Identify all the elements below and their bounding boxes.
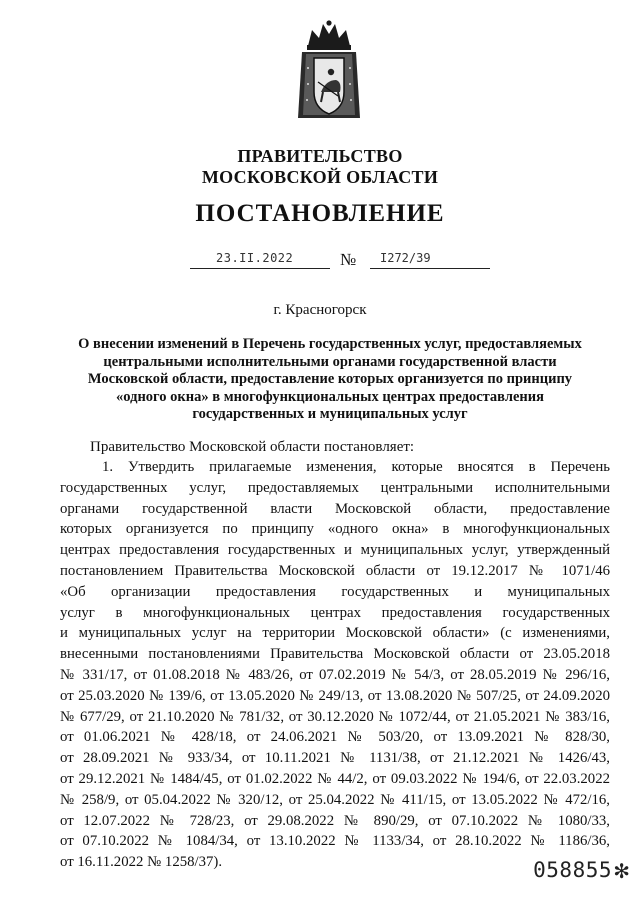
body-line: от 29.12.2021 № 1484/45, от 01.02.2022 № 44/2, от 09.03.2022 № 194/6, от 22.03.2022 <box>60 770 610 787</box>
title-line: Московской области, предоставление которых организуется по принципу <box>87 371 573 387</box>
body-line: внесенными постановлениями Правительства Московской области от 23.05.2018 <box>60 646 610 663</box>
body-line: от 01.06.2021 № 428/18, от 24.06.2021 № 503/20, от 13.09.2021 № 828/30, <box>60 729 610 746</box>
intro-paragraph: Правительство Московской области постановляет: <box>90 439 415 455</box>
number-underline <box>370 268 490 269</box>
coat-of-arms-emblem <box>296 18 362 122</box>
body-line: от 12.07.2022 № 728/23, от 29.08.2022 № 890/29, от 07.10.2022 № 1080/33, <box>60 812 610 829</box>
body-line: 1. Утвердить прилагаемые изменения, которые вносятся в Перечень <box>102 459 610 475</box>
number-sign: № <box>340 250 357 269</box>
title-line: центральными исполнительными органами государственной власти <box>103 353 557 370</box>
date-underline <box>190 268 330 269</box>
registration-line <box>190 251 490 271</box>
body-line: от 16.11.2022 № 1258/37). <box>60 854 223 871</box>
body-line: органами государственной власти Московской области, предоставление <box>60 500 610 517</box>
body-line: № 331/17, от 01.08.2018 № 483/26, от 07.02.2019 № 54/3, от 28.05.2019 № 296/16, <box>60 666 610 683</box>
body-line: № 677/29, от 21.10.2020 № 781/32, от 30.12.2020 № 1072/44, от 21.05.2021 № 383/16, <box>60 708 610 725</box>
body-line: и муниципальных услуг на территории Московской области» (с изменениями, <box>60 625 610 642</box>
document-number: I272/39 <box>380 251 431 265</box>
body-line: от 28.09.2021 № 933/34, от 10.11.2021 № 1131/38, от 21.12.2021 № 1426/43, <box>60 750 610 767</box>
body-line: которых организуется по принципу «одного окна» в многофункциональных <box>60 521 610 538</box>
body-line: центрах предоставления государственных и муниципальных услуг, утвержденный <box>60 542 610 559</box>
serial-number: 058855 <box>533 858 612 882</box>
title-line: государственных и муниципальных услуг <box>192 406 468 422</box>
document-type: ПОСТАНОВЛЕНИЕ <box>195 200 445 227</box>
government-name-line2: МОСКОВСКОЙ ОБЛАСТИ <box>201 167 439 187</box>
body-line: «Об организации предоставления государственных и муниципальных <box>60 583 610 600</box>
city: г. Красногорск <box>273 302 367 318</box>
title-line: О внесении изменений в Перечень государственных услуг, предоставляемых <box>78 336 582 352</box>
asterisk-mark-icon: ✻ <box>613 861 630 883</box>
government-name-line1: ПРАВИТЕЛЬСТВО <box>237 146 403 166</box>
body-line: услуг в многофункциональных центрах предоставления государственных <box>60 604 610 621</box>
title-line: «одного окна» в многофункциональных центрах предоставления <box>116 388 544 405</box>
body-line: от 25.03.2020 № 139/6, от 13.05.2020 № 249/13, от 13.08.2020 № 507/25, от 24.09.2020 <box>60 687 610 704</box>
body-line: государственных услуг, предоставляемых центральными исполнительными <box>60 479 610 496</box>
body-line: № 258/9, от 05.04.2022 № 320/12, от 25.04.2022 № 411/15, от 13.05.2022 № 472/16, <box>60 791 610 808</box>
body-line: постановлением Правительства Московской области от 19.12.2017 № 1071/46 <box>60 562 610 579</box>
body-paragraph <box>60 457 610 873</box>
document-title <box>60 336 600 424</box>
body-line: от 07.10.2022 № 1084/34, от 13.10.2022 № 1133/34, от 28.10.2022 № 1186/36, <box>60 833 610 850</box>
document-date: 23.II.2022 <box>216 251 294 265</box>
